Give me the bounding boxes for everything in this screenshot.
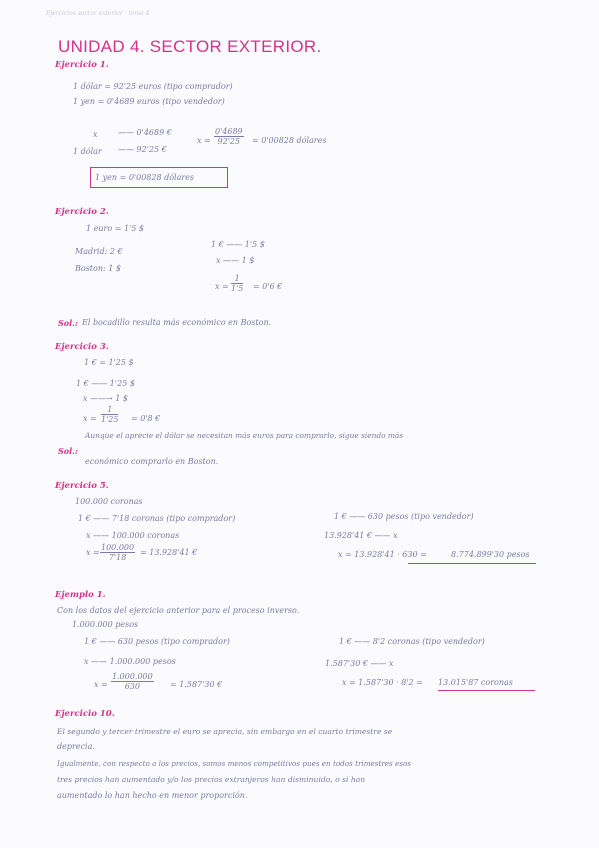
exercise-5-heading: Ejercicio 5. [55,481,109,491]
ex10-line-3: Igualmente, con respecto a los precios, somos menos competitivos pues en todos trimestres esos [57,759,411,768]
ej1-rule-1: 1 € —— 630 pesos (tipo comprador) [84,637,230,646]
ex1-rule-2b: —— 92'25 € [118,145,167,154]
ex2-numerator: 1 [231,274,243,284]
ex3-solution-line-2: económico comprarlo en Boston. [85,457,219,466]
exercise-2-heading: Ejercicio 2. [55,207,109,217]
ex10-line-4: tres precios han aumentado y/o los precios extranjeros han disminuido, o si han [57,775,366,784]
ex10-line-1: El segundo y tercer trimestre el euro se aprecia, sin embargo en el cuarto trimestre se [57,727,393,736]
ex3-denominator: 1'25 [101,415,119,424]
ex3-numerator: 1 [101,405,118,415]
ex1-eq-rhs: = 0'00828 dólares [252,136,327,145]
ex2-rule-2: x —— 1 $ [216,256,255,265]
ex1-denominator: 92'25 [217,137,241,146]
ex10-line-5: aumentado lo han hecho en menor proporción. [57,791,248,800]
ex2-boston: Boston: 1 $ [75,264,121,273]
ex5-conv-result: 8.774.899'30 pesos [451,550,530,559]
ex3-line-1: 1 € = 1'25 $ [84,358,134,367]
ex5-line-1: 100.000 coronas [75,497,143,506]
ej1-conv-result: 13.015'87 coronas [438,678,513,687]
exercise-10-heading: Ejercicio 10. [55,709,115,719]
ex2-eq-lhs: x = [215,282,229,291]
ex5-denominator: 7'18 [108,553,127,562]
ex5-fraction [100,543,135,562]
ex3-rule-1: 1 € —— 1'25 $ [76,379,135,388]
page-title: UNIDAD 4. SECTOR EXTERIOR. [58,37,322,56]
ej1-numerator: 1.000.000 [112,672,153,681]
ex2-eq-rhs: = 0'6 € [253,282,283,291]
ex2-solution: El bocadillo resulta más económico en Boston. [82,318,272,327]
ex3-eq-rhs: = 0'8 € [131,414,161,423]
ej1-eq-rhs: = 1.587'30 € [170,680,223,689]
ex5-conv-2: 13.928'41 € —— x [324,531,398,540]
ej1-denominator: 630 [124,682,140,691]
ex2-rule-1: 1 € —— 1'5 $ [211,240,265,249]
ex1-rule-1b: —— 0'4689 € [118,128,172,137]
ej1-conv-1: 1 € —— 8'2 coronas (tipo vendedor) [339,637,485,646]
ex3-rule-2: x ——→ 1 $ [83,394,129,403]
ex1-fraction [214,127,244,146]
ej1-line-2: 1.000.000 pesos [72,620,139,629]
ex5-eq-lhs: x = [86,548,100,557]
ex5-rule-1: 1 € —— 7'18 coronas (tipo comprador) [78,514,236,523]
ex5-conv-1: 1 € —— 630 pesos (tipo vendedor) [334,512,474,521]
ex3-solution-label: Sol.: [58,446,78,456]
ex2-denominator: 1'5 [231,284,244,293]
ex1-rule-1a: x [93,130,98,139]
ex2-fraction [231,274,243,293]
ej1-eq-lhs: x = [94,680,108,689]
ej1-fraction [111,672,154,691]
ex1-eq-lhs: x = [197,136,211,145]
ej1-conv-3: x = 1.587'30 · 8'2 = [342,678,423,687]
ex1-numerator: 0'4689 [215,127,243,136]
ex1-line-2: 1 yen = 0'4689 euros (tipo vendedor) [73,97,225,106]
ex2-madrid: Madrid: 2 € [75,247,123,256]
ex10-line-2: deprecia. [57,742,95,751]
ex1-line-1: 1 dólar = 92'25 euros (tipo comprador) [73,82,233,91]
ex2-line-1: 1 euro = 1'5 $ [86,224,144,233]
ex2-solution-label: Sol.: [58,318,78,328]
ex1-result: 1 yen = 0'00828 dólares [95,173,195,182]
exercise-3-heading: Ejercicio 3. [55,342,109,352]
ex1-rule-2a: 1 dólar [73,147,102,156]
ex3-eq-lhs: x = [83,414,97,423]
ej1-conv-2: 1.587'30 € —— x [325,659,394,668]
ex5-result-underline [408,563,536,564]
ex3-fraction [101,405,118,424]
ej1-rule-2: x —— 1.000.000 pesos [84,657,176,666]
ex5-conv-3: x = 13.928'41 · 630 = [338,550,427,559]
example-1-heading: Ejemplo 1. [55,590,106,600]
exercise-1-heading: Ejercicio 1. [55,60,109,70]
ex5-rule-2: x —— 100.000 coronas [86,531,180,540]
ex5-numerator: 100.000 [101,543,135,552]
ex5-eq-rhs: = 13.928'41 € [140,548,198,557]
ej1-line-1: Con los datos del ejercicio anterior para el proceso inverso. [57,606,300,615]
ex3-solution-line-1: Aunque el aprecie el dólar se necesitan más euros para comprarlo, sigue siendo más [85,431,404,440]
header-note: Ejercicios sector exterior · tema 4 [46,10,150,17]
ej1-result-underline [438,690,535,691]
